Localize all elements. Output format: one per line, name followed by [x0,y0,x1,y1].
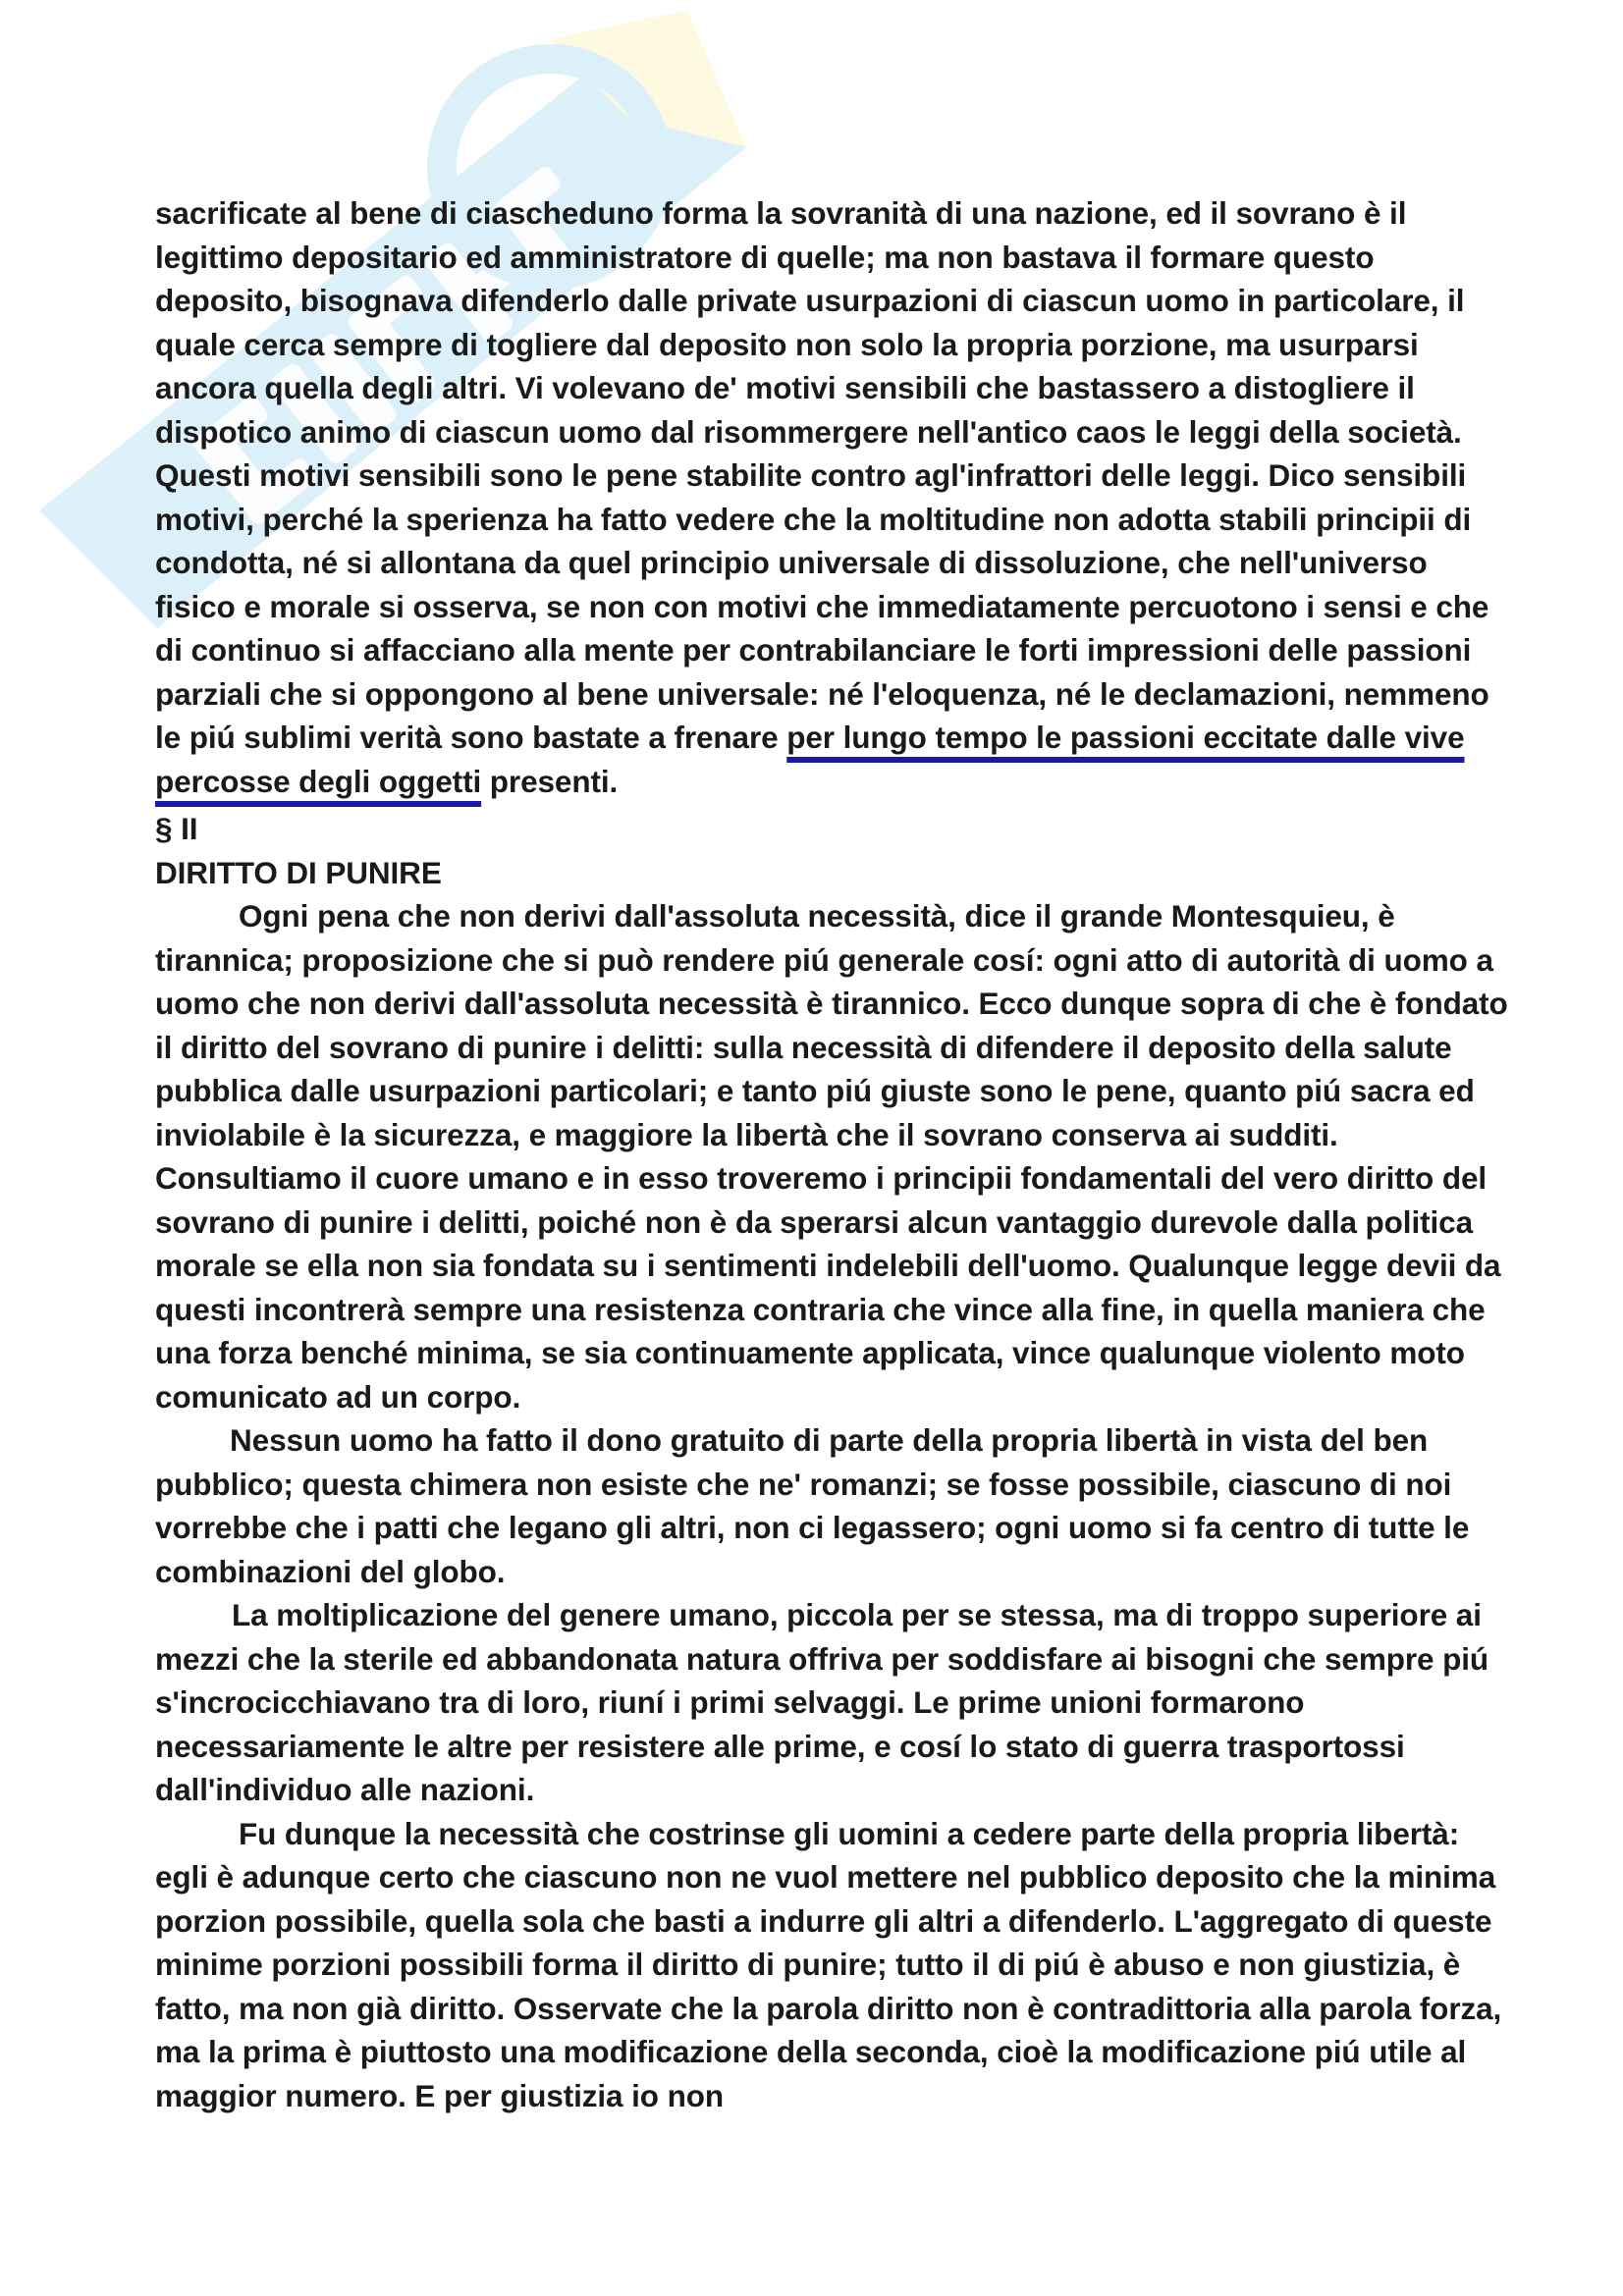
paragraph-2: Nessun uomo ha fatto il dono gratuito di parte della propria libertà in vista del ben pubblico; questa chimera non esiste che ne' romanzi; se fosse possibile, ciascuno di noi vorrebbe che i patti che legano gli altri, non ci legassero; ogni uomo si fa centro di tutte le combinazioni del globo. [155,1422,1470,1589]
section-title: DIRITTO DI PUNIRE [155,854,442,890]
paragraph-1: Ogni pena che non derivi dall'assoluta necessità, dice il grande Montesquieu, è tirannica; proposizione che si può rendere piú generale cosí: ogni atto di autorità di uomo a uomo che non derivi dall'assoluta necessità è tirannico. Ecco dunque sopra di che è fondato il diritto del sovrano di punire i delitti: sulla necessità di difendere il deposito della salute pubblica dalle usurpazioni particolari; e tanto piú giuste sono le pene, quanto piú sacra ed inviolabile è la sicurezza, e maggiore la libertà che il sovrano conserva ai sudditi. Consultiamo il cuore umano e in esso troveremo i principii fondamentali del vero diritto del sovrano di punire i delitti, poiché non è da sperarsi alcun vantaggio durevole dalla politica morale se ella non sia fondata su i sentimenti indelebili dell'uomo. Qualunque legge devii da questi incontrerà sempre una resistenza contraria che vince alla fine, in quella maniera che una forza benché minima, se sia continuamente applicata, vince qualunque violento moto comunicato ad un corpo. [155,898,1508,1415]
document-body [155,191,1510,2117]
paragraph-3: La moltiplicazione del genere umano, piccola per se stessa, ma di troppo superiore ai mezzi che la sterile ed abbandonata natura offriva per soddisfare ai bisogni che sempre piú s'incrocicchiavano tra di loro, riuní i primi selvaggi. Le prime unioni formarono necessariamente le altre per resistere alle prime, e cosí lo stato di guerra trasportossi dall'individuo alle nazioni. [155,1597,1489,1807]
underlined-passage: per lungo tempo le passioni eccitate dalle vive percosse degli oggetti [155,720,1465,799]
section-number: § II [155,811,198,846]
paragraph-opening-main: sacrificate al bene di ciascheduno forma la sovranità di una nazione, ed il sovrano è il legittimo depositario ed amministratore di quelle; ma non bastava il formare questo deposito, bisognava difenderlo dalle private usurpazioni di ciascun uomo in particolare, il quale cerca sempre di togliere dal deposito non solo la propria porzione, ma usurparsi ancora quella degli altri. Vi volevano de' motivi sensibili che bastassero a distogliere il dispotico animo di ciascun uomo dal risommergere nell'antico caos le leggi della società. Questi motivi sensibili sono le pene stabilite contro agl'infrattori delle leggi. Dico sensibili motivi, perché la sperienza ha fatto vedere che la moltitudine non adotta stabili principii di condotta, né si allontana da quel principio universale di dissoluzione, che nell'universo fisico e morale si osserva, se non con motivi che immediatamente percuotono i sensi e che di continuo si affacciano alla mente per contrabilanciare le forti impressioni delle passioni parziali che si oppongono al bene universale: né l'eloquenza, né le declamazioni, nemmeno le piú sublimi verità sono bastate a frenare [155,195,1489,755]
paragraph-4: Fu dunque la necessità che costrinse gli uomini a cedere parte della propria libertà: egli è adunque certo che ciascuno non ne vuol mettere nel pubblico deposito che la minima porzion possibile, quella sola che basti a indurre gli altri a difenderlo. L'aggregato di queste minime porzioni possibili forma il diritto di punire; tutto il di piú è abuso e non giustizia, è fatto, ma non già diritto. Osservate che la parola diritto non è contradittoria alla parola forza, ma la prima è piuttosto una modificazione della seconda, cioè la modificazione piú utile al maggior numero. E per giustizia io non [155,1815,1502,2113]
paragraph-opening-end: presenti. [481,763,619,799]
paragraph-opening [155,191,1510,803]
